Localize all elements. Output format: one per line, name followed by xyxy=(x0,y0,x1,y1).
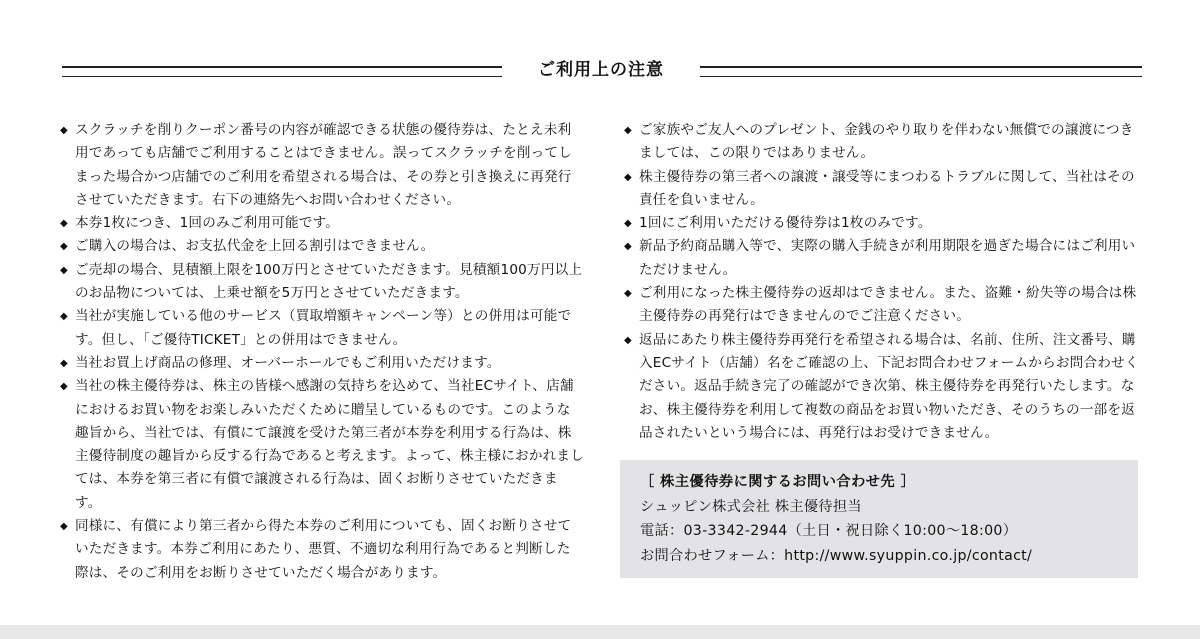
diamond-bullet-icon: ◆ xyxy=(60,125,68,136)
notice-text: 同様に、有償により第三者から得た本券のご利用についても、固くお断りさせていただきます。本券ご利用にあたり、悪質、不適切な利用行為であると判断した際は、そのご利用をお断りさせていただく場合があります。 xyxy=(75,518,572,581)
bottom-edge xyxy=(0,625,1200,639)
notice-text: ご家族やご友人へのプレゼント、金銭のやり取りを伴わない無償での譲渡につきましては、この限りではありません。 xyxy=(639,122,1134,162)
list-item xyxy=(60,212,584,235)
list-item xyxy=(60,375,584,515)
notice-text: 当社お買上げ商品の修理、オーバーホールでもご利用いただけます。 xyxy=(75,354,501,371)
contact-form-url: お問合わせフォーム：http://www.syuppin.co.jp/contact/ xyxy=(640,547,1033,564)
contact-title: ［ 株主優待券に関するお問い合わせ先 ］ xyxy=(640,474,916,490)
diamond-bullet-icon: ◆ xyxy=(60,357,68,369)
notice-text: 1回にご利用いただける優待券は1枚のみです。 xyxy=(639,215,932,232)
contact-phone: 電話：03-3342-2944（土日・祝日除く10:00～18:00） xyxy=(640,523,1018,539)
diamond-bullet-icon: ◆ xyxy=(60,521,68,533)
diamond-bullet-icon: ◆ xyxy=(624,125,632,136)
diamond-bullet-icon: ◆ xyxy=(624,171,632,183)
list-item xyxy=(60,259,584,306)
notice-text: スクラッチを削りクーポン番号の内容が確認できる状態の優待券は、たとえ未利用であっても店舗でご利用することはできません。誤ってスクラッチを削ってしまった場合かつ店舗でのご利用を希望される場合は、その券と引き換えに再発行させていただきます。右下の連絡先へお問い合わせください。 xyxy=(75,122,572,208)
diamond-bullet-icon: ◆ xyxy=(60,381,68,393)
header-rule-right xyxy=(700,66,1142,77)
notice-list-left xyxy=(60,119,584,585)
contact-company: シュッピン株式会社 株主優待担当 xyxy=(640,498,862,515)
diamond-bullet-icon: ◆ xyxy=(60,218,68,230)
contact-box xyxy=(620,460,1138,578)
notice-text: 株主優待券の第三者への譲渡・譲受等にまつわるトラブルに関して、当社はその責任を負いません。 xyxy=(639,168,1135,208)
notice-text: ご利用になった株主優待券の返却はできません。また、盗難・紛失等の場合は株主優待券の再発行はできませんのでご注意ください。 xyxy=(639,285,1137,325)
notice-text: 返品にあたり株主優待券再発行を希望される場合は、名前、住所、注文番号、購入ECサイト（店舗）名をご確認の上、下記お問合わせフォームからお問合わせください。返品手続き完了の確認ができ次第、株主優待券を再発行いたします。なお、株主優待券を利用して複数の商品をお買い物いただき、そのうちの一部を返品されたいという場合には、再発行はお受けできません。 xyxy=(639,331,1139,441)
list-item xyxy=(60,119,584,212)
diamond-bullet-icon: ◆ xyxy=(624,334,632,346)
list-item xyxy=(60,352,584,375)
diamond-bullet-icon: ◆ xyxy=(624,218,632,230)
list-item xyxy=(60,305,584,352)
list-item xyxy=(624,212,1144,235)
diamond-bullet-icon: ◆ xyxy=(60,241,68,253)
notice-text: 当社が実施している他のサービス（買取増額キャンペーン等）との併用は可能です。但し、「ご優待TICKET」との併用はできません。 xyxy=(75,308,572,348)
page-title: ご利用上の注意 xyxy=(538,60,664,80)
diamond-bullet-icon: ◆ xyxy=(624,241,632,253)
list-item xyxy=(624,329,1144,445)
notice-text: 新品予約商品購入等で、実際の購入手続きが利用期限を過ぎた場合にはご利用いただけません。 xyxy=(639,238,1136,278)
list-item xyxy=(60,515,584,585)
diamond-bullet-icon: ◆ xyxy=(60,311,68,323)
list-item xyxy=(624,166,1144,213)
notice-text: ご購入の場合は、お支払代金を上回る割引はできません。 xyxy=(75,238,435,255)
list-item xyxy=(60,235,584,258)
notice-text: 本券1枚につき、1回のみご利用可能です。 xyxy=(75,215,340,232)
notice-header xyxy=(62,56,1142,86)
diamond-bullet-icon: ◆ xyxy=(60,264,68,276)
list-item xyxy=(624,119,1144,166)
list-item xyxy=(624,282,1144,329)
notice-text: ご売却の場合、見積額上限を100万円とさせていただきます。見積額100万円以上のお品物については、上乗せ額を5万円とさせていただきます。 xyxy=(75,261,583,302)
diamond-bullet-icon: ◆ xyxy=(624,288,632,300)
list-item xyxy=(624,235,1144,282)
notice-text: 当社の株主優待券は、株主の皆様へ感謝の気持ちを込めて、当社ECサイト、店舗におけるお買い物をお楽しみいただくために贈呈しているものです。このような趣旨から、当社では、有償にて譲渡を受けた第三者が本券を利用する行為は、株主優待制度の趣旨から反する行為であると考えます。よって、株主様におかれましては、本券を第三者に有償で譲渡される行為は、固くお断りさせていただきます。 xyxy=(75,378,585,511)
header-rule-left xyxy=(62,66,502,77)
notice-list-right xyxy=(624,119,1144,445)
